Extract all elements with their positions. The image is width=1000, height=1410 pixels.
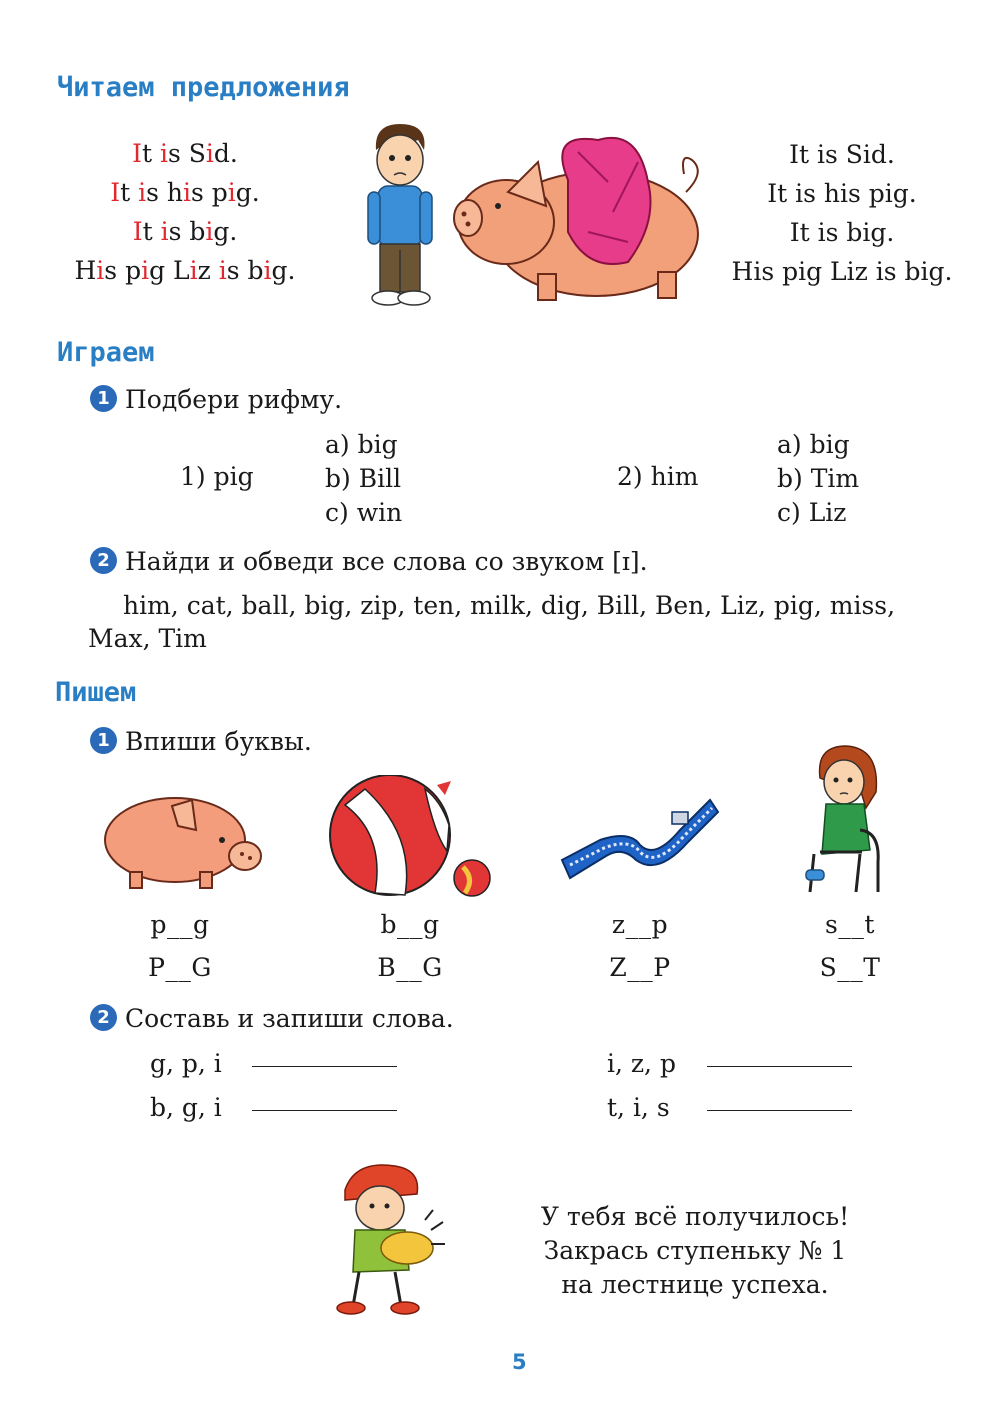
make-word-row: [150, 1049, 397, 1078]
text-segment: s p: [104, 256, 142, 285]
text-segment: g.: [235, 178, 260, 207]
reading-right-line-2: It is his pig.: [767, 179, 917, 208]
ball-icon: [325, 775, 495, 900]
congrats-block: [520, 1200, 870, 1302]
pig-icon: [100, 782, 265, 890]
text-segment: g.: [271, 256, 296, 285]
text-segment: d.: [213, 139, 238, 168]
task-make-words-text: Составь и запиши слова.: [125, 1004, 454, 1033]
rhyme-item-2-options: [777, 428, 859, 530]
highlight-letter: i: [227, 178, 236, 207]
highlight-letter: i: [160, 139, 169, 168]
reading-left-line-1: [60, 134, 310, 173]
task-rhyme: [90, 385, 342, 415]
reading-left-block: [60, 134, 310, 290]
reading-left-line-3: [60, 212, 310, 251]
letters-set: b, g, i: [150, 1093, 222, 1122]
rhyme-item-1-options: [325, 428, 402, 530]
text-segment: t: [120, 178, 139, 207]
highlight-letter: i: [141, 256, 150, 285]
task-number-badge: 2: [90, 547, 117, 574]
text-segment: z: [197, 256, 219, 285]
text-segment: t: [142, 139, 161, 168]
girl-sitting-icon: [800, 742, 890, 897]
fill-ball-lower: b__g: [380, 910, 440, 939]
task-make-words: [90, 1004, 454, 1034]
congrats-line-2: Закрась ступеньку № 1: [543, 1236, 847, 1265]
fill-sit-upper: S__T: [819, 953, 881, 982]
answer-line: [707, 1065, 852, 1067]
fill-zip-upper: Z__P: [609, 953, 671, 982]
highlight-letter: I: [132, 217, 143, 246]
highlight-letter: i: [205, 217, 214, 246]
reading-left-line-2: [60, 173, 310, 212]
answer-line: [707, 1109, 852, 1111]
congrats-line-3: на лестнице успеха.: [561, 1270, 829, 1299]
make-word-row: [150, 1093, 397, 1122]
task-number-badge: 1: [90, 727, 117, 754]
reading-right-line-4: His pig Liz is big.: [731, 257, 953, 286]
task-rhyme-text: Подбери рифму.: [125, 385, 343, 414]
word-list-line-2: Max, Tim: [88, 624, 207, 653]
highlight-letter: i: [183, 178, 192, 207]
task-find-words: [90, 547, 648, 577]
heading-writing: Пишем: [55, 677, 137, 708]
fill-pig-upper: P__G: [148, 953, 212, 982]
task-fill-letters: [90, 727, 312, 757]
task-number-badge: 1: [90, 385, 117, 412]
word-list-line-1: him, cat, ball, big, zip, ten, milk, dig, Bill, Ben, Liz, pig, miss,: [123, 591, 896, 620]
text-segment: H: [74, 256, 97, 285]
make-word-row: [607, 1049, 852, 1078]
text-segment: s b: [226, 256, 264, 285]
highlight-letter: i: [263, 256, 272, 285]
heading-playing: Играем: [57, 337, 155, 368]
text-segment: t: [142, 217, 161, 246]
fill-pig-lower: p__g: [150, 910, 210, 939]
rhyme-option: c) win: [325, 498, 403, 527]
pig-liz-icon: [448, 122, 706, 308]
letters-set: i, z, p: [607, 1049, 676, 1078]
rhyme-option: a) big: [777, 430, 850, 459]
text-segment: s b: [168, 217, 206, 246]
rhyme-item-2-label: 2) him: [617, 462, 699, 491]
highlight-letter: i: [160, 217, 169, 246]
fill-ball-upper: B__G: [377, 953, 443, 982]
boy-sid-icon: [360, 120, 440, 310]
congrats-line-1: У тебя всё получилось!: [540, 1202, 850, 1231]
highlight-letter: i: [138, 178, 147, 207]
reading-right-line-1: It is Sid.: [789, 140, 895, 169]
task-fill-letters-text: Впиши буквы.: [125, 727, 312, 756]
highlight-letter: i: [189, 256, 198, 285]
fill-sit-lower: s__t: [825, 910, 875, 939]
task-find-words-text: Найди и обведи все слова со звуком [ɪ].: [125, 547, 648, 576]
letters-set: t, i, s: [607, 1093, 670, 1122]
rhyme-option: c) Liz: [777, 498, 847, 527]
highlight-letter: i: [205, 139, 214, 168]
highlight-letter: i: [96, 256, 105, 285]
fill-zip-lower: z__p: [611, 910, 669, 939]
rhyme-option: b) Bill: [325, 464, 402, 493]
text-segment: s p: [191, 178, 228, 207]
text-segment: s S: [168, 139, 206, 168]
text-segment: s h: [146, 178, 184, 207]
answer-line: [252, 1065, 397, 1067]
highlight-letter: i: [218, 256, 227, 285]
page-number: 5: [512, 1350, 527, 1374]
reading-left-line-4: [60, 251, 310, 290]
highlight-letter: I: [132, 139, 143, 168]
letters-set: g, p, i: [150, 1049, 222, 1078]
rhyme-option: a) big: [325, 430, 398, 459]
text-segment: g L: [149, 256, 190, 285]
heading-reading: Читаем предложения: [57, 72, 350, 103]
zipper-icon: [560, 790, 720, 885]
task-number-badge: 2: [90, 1004, 117, 1031]
boy-with-drum-icon: [325, 1160, 455, 1320]
answer-line: [252, 1109, 397, 1111]
rhyme-item-1-label: 1) pig: [180, 462, 254, 491]
reading-right-block: [712, 135, 972, 291]
make-word-row: [607, 1093, 852, 1122]
rhyme-option: b) Tim: [777, 464, 860, 493]
text-segment: g.: [213, 217, 238, 246]
highlight-letter: I: [110, 178, 121, 207]
reading-right-line-3: It is big.: [789, 218, 895, 247]
